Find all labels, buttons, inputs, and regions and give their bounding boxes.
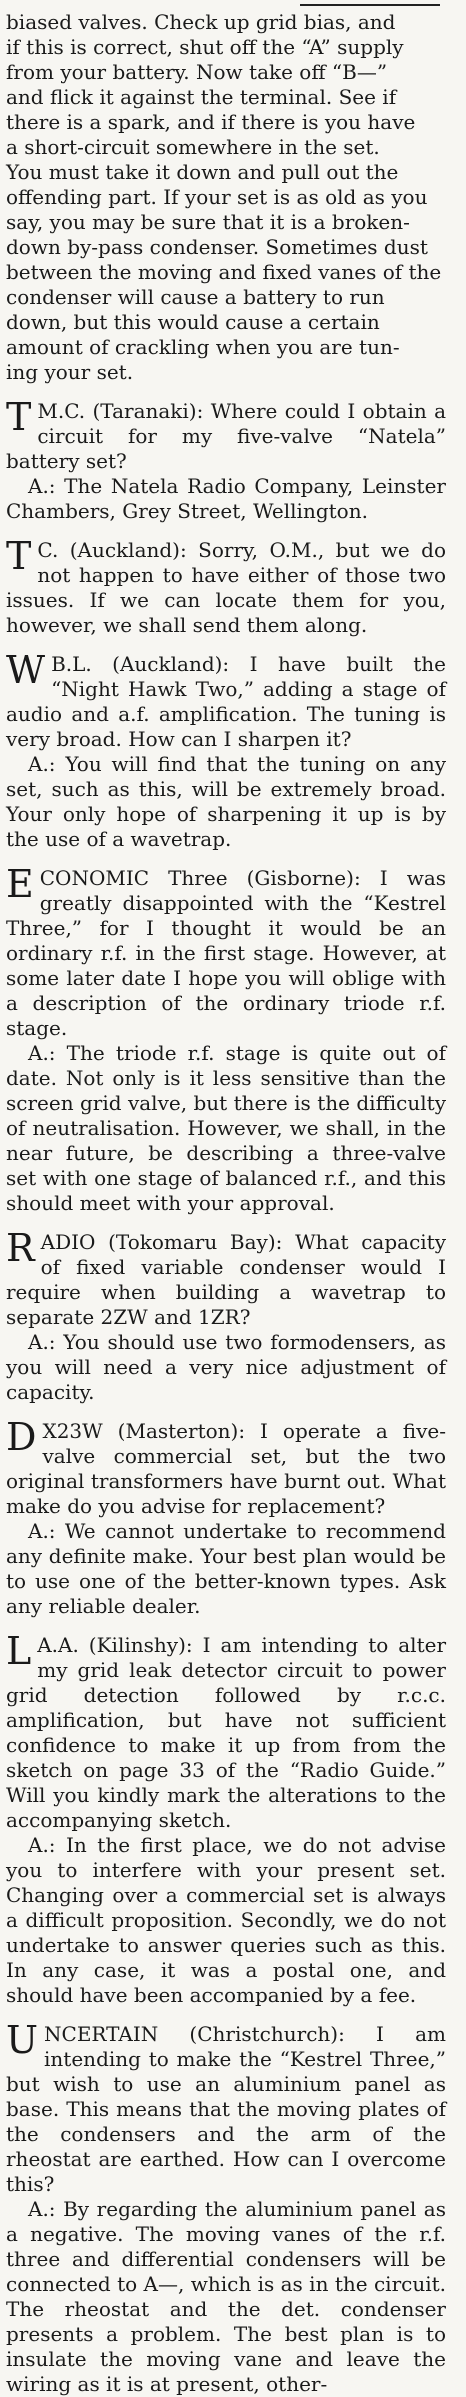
spacer (6, 1619, 446, 1633)
spacer (6, 638, 446, 652)
entry-heading: C. (Auckland): (37, 538, 187, 562)
spacer (6, 1405, 446, 1419)
entry-heading: A.A. (Kilinshy): (37, 1633, 193, 1657)
intro-line: You must take it down and pull out the (6, 160, 399, 184)
entry-answer: A.: We cannot undertake to recommend any definite make. Your best plan would be to use one of the better-known types. Ask any reliable dealer. (6, 1519, 446, 1618)
entry-tmc (6, 395, 447, 524)
intro-paragraph (6, 10, 446, 385)
entry-uncertain (6, 2018, 446, 2397)
entry-heading: B.L. (Auckland): (51, 652, 230, 676)
entry-question-text: I am intending to make the “Kestrel Three,” but wish to use an aluminium panel as base. This means that the moving plates of the condensers and the arm of the rheostat are earthed. How can I overcome this? (6, 2022, 446, 2196)
entry-answer: A.: By regarding the aluminium panel as a negative. The moving vanes of the r.f. three and differential condensers will be connected to A—, which is as in the circuit. The rheostat and the det. condenser presents a problem. The best plan is to insulate the moving vane and leave the wiring as it is at present, other- (6, 2197, 446, 2396)
intro-line: and flick it against the terminal. See if (6, 85, 397, 109)
entry-question-text: I was greatly disappointed with the “Kestrel Three,” for I thought it would be an ordinary r.f. in the first stage. However, at some later date I hope you will oblige with a description of the ordinary triode r.f. stage. (6, 866, 447, 1040)
intro-line: offending part. If your set is as old as you (6, 185, 428, 209)
entry-radio (6, 1226, 447, 1405)
entry-question (6, 395, 447, 474)
entry-economic-three (6, 862, 447, 1216)
drop-cap: R (6, 1226, 35, 1270)
drop-cap: L (6, 1629, 32, 1673)
answers-column (6, 10, 446, 2397)
entry-question (6, 648, 447, 752)
drop-cap: T (6, 534, 32, 578)
entry-question (6, 2018, 446, 2197)
intro-line: if this is correct, shut off the “A” supply (6, 35, 404, 59)
entry-answer: A.: The Natela Radio Company, Leinster Chambers, Grey Street, Wellington. (6, 474, 446, 523)
entry-question-text: I operate a five-valve commercial set, but the two original transformers have burnt out. What make do you advise for replacement? (6, 1419, 447, 1518)
intro-line: from your battery. Now take off “B—” (6, 60, 388, 84)
intro-line: condenser will cause a battery to run (6, 285, 385, 309)
drop-cap: U (6, 2018, 39, 2062)
entry-heading: M.C. (Taranaki): (37, 399, 204, 423)
intro-line: between the moving and fixed vanes of the (6, 260, 442, 284)
spacer (6, 524, 446, 538)
intro-line: there is a spark, and if there is you have (6, 110, 416, 134)
entry-question-text: I have built the “Night Hawk Two,” adding a stage of audio and a.f. amplification. The tuning is very broad. How can I sharpen it? (6, 652, 447, 751)
spacer (6, 852, 446, 866)
drop-cap: T (6, 395, 32, 439)
entry-answer: A.: You will find that the tuning on any set, such as this, will be extremely broad. Your only hope of sharpening it up is by the use of a wavetrap. (6, 752, 446, 851)
spacer (6, 385, 446, 399)
entry-wbl (6, 648, 447, 852)
top-rule (300, 4, 440, 6)
intro-line: down, but this would cause a certain (6, 310, 380, 334)
entry-question-text: Where could I obtain a circuit for my five-valve “Natela” battery set? (6, 399, 447, 473)
entry-question (6, 1226, 447, 1330)
entry-question (6, 1629, 447, 1833)
entry-heading: NCERTAIN (Christchurch): (44, 2022, 345, 2046)
entry-heading: ADIO (Tokomaru Bay): (40, 1230, 283, 1254)
intro-line: biased valves. Check up grid bias, and (6, 10, 396, 34)
entry-question-text: Sorry, O.M., but we do not happen to have either of those two issues. If we can locate them for you, however, we shall send them along. (6, 538, 447, 637)
entry-question (6, 1415, 447, 1519)
entry-answer: A.: The triode r.f. stage is quite out of date. Not only is it less sensitive than the screen grid valve, but there is the difficulty of neutralisation. However, we shall, in the near future, be describing a three-valve set with one stage of balanced r.f., and this should meet with your approval. (6, 1041, 446, 1215)
intro-line: amount of crackling when you are tun- (6, 335, 400, 359)
drop-cap: W (6, 648, 46, 692)
intro-line: down by-pass condenser. Sometimes dust (6, 235, 428, 259)
drop-cap: D (6, 1415, 37, 1459)
entry-heading: X23W (Masterton): (42, 1419, 246, 1443)
entry-question (6, 862, 447, 1041)
spacer (6, 2008, 446, 2022)
entry-heading: CONOMIC Three (Gisborne): (39, 866, 361, 890)
entry-question (6, 534, 447, 638)
entry-tc (6, 534, 447, 638)
drop-cap: E (6, 862, 34, 906)
intro-line: say, you may be sure that it is a broken- (6, 210, 410, 234)
spacer (6, 1216, 446, 1230)
entry-dx23w (6, 1415, 447, 1619)
entry-answer: A.: You should use two formodensers, as you will need a very nice adjustment of capacity. (6, 1330, 446, 1404)
entry-question-text: I am intending to alter my grid leak detector circuit to power grid detection followed by r.c.c. amplification, but have not sufficient confidence to make it up from from the sketch on page 33 of the “Radio Guide.” Will you kindly mark the alterations to the accompanying sketch. (6, 1633, 447, 1832)
entry-laa (6, 1629, 447, 2008)
intro-line: ing your set. (6, 360, 134, 384)
entry-answer: A.: In the first place, we do not advise you to interfere with your present set. Changing over a commercial set is always a difficult proposition. Secondly, we do not undertake to answer queries such as this. In any case, it was a postal one, and should have been accompanied by a fee. (6, 1833, 446, 2007)
intro-line: a short-circuit somewhere in the set. (6, 135, 380, 159)
entry-question-text: What capacity of fixed variable condenser would I require when building a wavetrap to separate 2ZW and 1ZR? (6, 1230, 447, 1329)
